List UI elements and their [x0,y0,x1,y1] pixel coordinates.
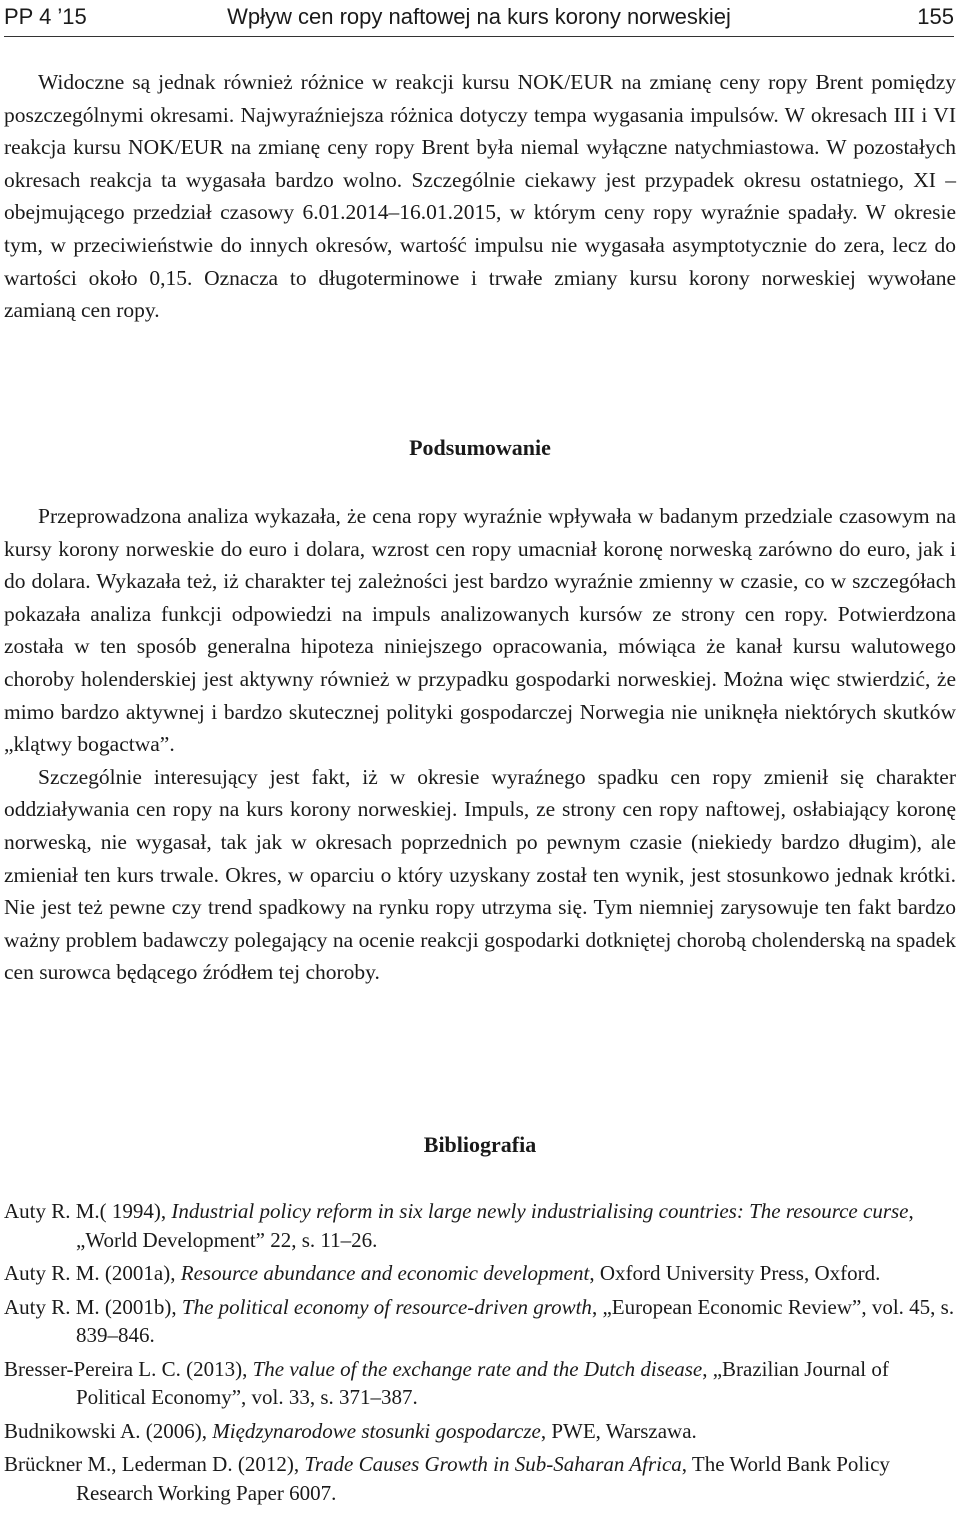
bibliography-list [4,1197,956,1512]
bib-title: Resource abundance and economic development [180,1261,590,1285]
bib-author-year: Auty R. M. (2001a), [4,1261,181,1285]
bibliography-entry [4,1450,956,1507]
page-number: 155 [917,4,954,29]
summary-heading: Podsumowanie [409,435,551,460]
intro-paragraph: Widoczne są jednak również różnice w reakcji kursu NOK/EUR na zmianę ceny ropy Brent pomiędzy poszczególnymi okresami. Najwyraźniejsza różnica dotyczy tempa wygasania impulsów. W okresach III i VI reakcja kursu NOK/EUR na zmianę ceny ropy Brent była niemal wyłączne natychmiastowa. W pozostałych okresach reakcja ta wygasała bardzo wolno. Szczególnie ciekawy jest przypadek okresu ostatniego, XI – obejmującego przedział czasowy 6.01.2014–16.01.2015, w którym ceny ropy wyraźnie spadały. W okresie tym, w przeciwieństwie do innych okresów, wartość impulsu nie wygasała asymptotycznie do zera, lecz do wartości około 0,15. Oznacza to długoterminowe i trwałe zmiany kursu korony norweskiej wywołane zamianą cen ropy. [4,70,956,323]
bib-source: , Oxford University Press, Oxford. [589,1261,881,1285]
summary-paragraph-2: Szczególnie interesujący jest fakt, iż w okresie wyraźnego spadku cen ropy zmienił się charakter oddziaływania cen ropy na kurs korony norweskiej. Impuls, ze strony cen ropy naftowej, osłabiający koronę norweską, nie wygasał, tak jak w okresach poprzednich po pewnym czasie (niekiedy bardzo długim), ale zmieniał ten kurs trwale. Okres, w oparciu o który uzyskany został ten wynik, jest stosunkowo jednak krótki. Nie jest też pewne czy trend spadkowy na rynku ropy utrzyma się. Tym niemniej zarysowuje ten fakt bardzo ważny problem badawczy polegający na ocenie reakcji gospodarki dotkniętej chorobą cholenderską na spadek cen surowca będącego źródłem tej choroby. [4,764,956,985]
bib-author-year: Auty R. M. (2001b), [4,1294,182,1319]
bibliography-entry [4,1197,956,1254]
bib-source: , „European Economic Review”, vol. 45, s. 839–846. [76,1294,955,1347]
bibliography-entry [4,1259,956,1288]
running-header [4,2,954,37]
summary-paragraph-1: Przeprowadzona analiza wykazała, że cena ropy wyraźnie wpływała w badanym przedziale czasowym na kursy korony norweskie do euro i dolara, wzrost cen ropy umacniał koronę norweską zarówno do euro, jak i do dolara. Wykazała też, iż charakter tej zależności jest bardzo wyraźnie zmienny w czasie, co w szczegółach pokazała analiza funkcji odpowiedzi na impuls analizowanych kursów ze strony cen ropy. Potwierdzona została w ten sposób generalna hipoteza niniejszego opracowania, mówiąca że kanał kursu walutowego choroby holenderskiej jest aktywny również w przypadku gospodarki norweskiej. Można więc stwierdzić, że mimo bardzo aktywnej i bardzo skutecznej polityki gospodarczej Norwegia nie uniknęła niektórych skutków „klątwy bogactwa”. [4,504,956,757]
bib-author-year: Bresser-Pereira L. C. (2013), [4,1356,253,1381]
bib-title: Trade Causes Growth in Sub-Saharan Africa [304,1452,682,1476]
bib-source: , „Brazilian Journal of Political Economy”, vol. 33, s. 371–387. [76,1356,889,1409]
bib-source: , PWE, Warszawa. [540,1418,697,1443]
summary-section [4,500,956,989]
bibliography-entry [4,1417,956,1446]
bib-author-year: Auty R. M.( 1994), [4,1199,172,1223]
bib-source: , The World Bank Policy Research Working Paper 6007. [76,1452,890,1505]
bibliography-entry [4,1355,956,1412]
intro-section [4,66,956,327]
bib-author-year: Brückner M., Lederman D. (2012), [4,1452,305,1476]
running-title: Wpływ cen ropy naftowej na kurs korony norweskiej [227,4,731,29]
bibliography-heading: Bibliografia [423,1132,537,1157]
bibliography-entry [4,1293,956,1350]
bib-author-year: Budnikowski A. (2006), [4,1418,213,1443]
journal-issue: PP 4 ’15 [4,4,87,29]
bib-title: Międzynarodowe stosunki gospodarcze [212,1418,541,1443]
bib-title: The value of the exchange rate and the Dutch disease [252,1356,703,1381]
bib-source: , „World Development” 22, s. 11–26. [76,1199,914,1252]
bib-title: The political economy of resource-driven growth [181,1294,592,1319]
bib-title: Industrial policy reform in six large newly industrialising countries: The resource curse [171,1199,909,1223]
